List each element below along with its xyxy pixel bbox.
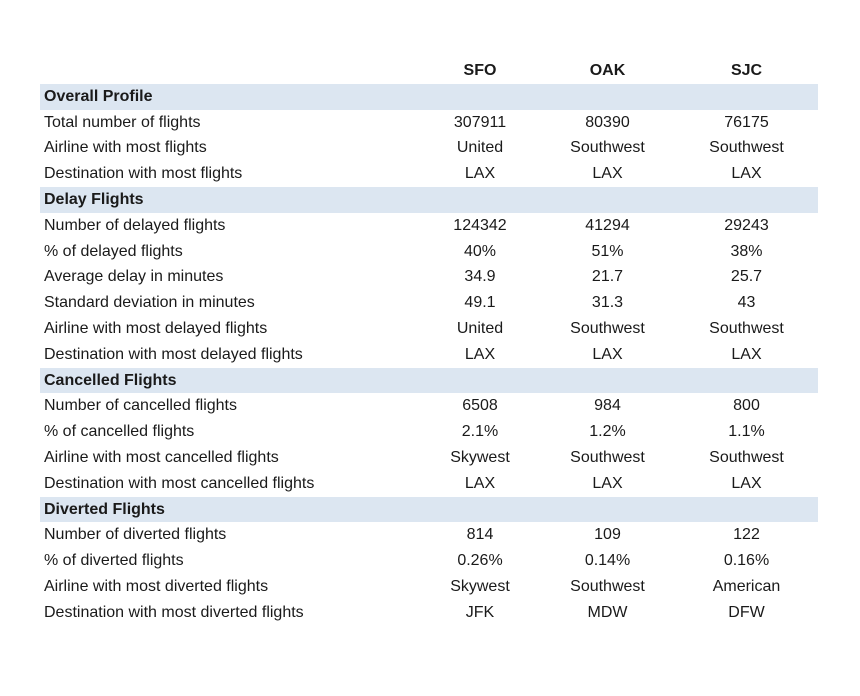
cell-sfo: 307911 bbox=[453, 113, 507, 131]
cell-oak: 109 bbox=[594, 526, 621, 544]
cell-oak: 80390 bbox=[585, 113, 630, 131]
table-row bbox=[40, 522, 818, 548]
cell-sfo: 6508 bbox=[462, 397, 498, 415]
cell-sfo: 34.9 bbox=[464, 268, 496, 286]
table-row bbox=[40, 600, 818, 626]
cell-oak: 31.3 bbox=[591, 294, 624, 312]
cell-sjc: 25.7 bbox=[730, 268, 763, 286]
section-title: Diverted Flights bbox=[40, 497, 818, 523]
row-label: Standard deviation in minutes bbox=[44, 294, 255, 312]
section-header-row bbox=[40, 497, 818, 523]
row-label: % of cancelled flights bbox=[44, 423, 195, 441]
table-row bbox=[40, 471, 818, 497]
cell-sfo: LAX bbox=[464, 345, 496, 363]
cell-oak: 984 bbox=[594, 397, 621, 415]
table-row bbox=[40, 161, 818, 187]
cell-sfo: United bbox=[456, 319, 504, 337]
cell-oak: 41294 bbox=[585, 216, 630, 234]
table-row bbox=[40, 342, 818, 368]
cell-sfo: 0.26% bbox=[457, 552, 503, 570]
cell-sjc: Southwest bbox=[709, 319, 784, 337]
cell-oak: 1.2% bbox=[589, 423, 626, 441]
row-label: Destination with most cancelled flights bbox=[44, 474, 315, 492]
table-body bbox=[40, 84, 818, 626]
cell-sfo: LAX bbox=[464, 165, 496, 183]
cell-sjc: DFW bbox=[728, 603, 765, 621]
row-label: Airline with most diverted flights bbox=[44, 577, 269, 595]
table-row bbox=[40, 110, 818, 136]
cell-sfo: 2.1% bbox=[461, 423, 499, 441]
column-header-sfo: SFO bbox=[400, 58, 570, 84]
airport-comparison-table bbox=[40, 58, 818, 626]
cell-sfo: Skywest bbox=[450, 448, 510, 466]
table-row bbox=[40, 290, 818, 316]
cell-oak: LAX bbox=[592, 165, 623, 183]
row-label: % of delayed flights bbox=[44, 242, 183, 260]
table-row bbox=[40, 574, 818, 600]
header-corner-cell bbox=[40, 58, 400, 84]
header-row bbox=[40, 58, 818, 84]
row-label: Destination with most delayed flights bbox=[44, 345, 303, 363]
cell-oak: Southwest bbox=[570, 319, 645, 337]
section-title: Overall Profile bbox=[40, 84, 818, 110]
table-row bbox=[40, 548, 818, 574]
cell-oak: Southwest bbox=[570, 577, 645, 595]
cell-sjc: LAX bbox=[731, 345, 762, 363]
table-row bbox=[40, 393, 818, 419]
table-row bbox=[40, 239, 818, 265]
cell-sjc: 29243 bbox=[724, 216, 769, 234]
cell-sjc: 800 bbox=[733, 397, 760, 415]
row-label: Total number of flights bbox=[44, 113, 201, 131]
row-label: Destination with most flights bbox=[44, 165, 243, 183]
column-header-sjc: SJC bbox=[695, 58, 818, 84]
cell-sfo: 124342 bbox=[453, 216, 507, 234]
cell-sjc: Southwest bbox=[709, 448, 784, 466]
cell-sfo: JFK bbox=[465, 603, 495, 621]
cell-sjc: 38% bbox=[730, 242, 763, 260]
cell-sjc: 122 bbox=[733, 526, 760, 544]
section-title: Delay Flights bbox=[40, 187, 818, 213]
column-header-oak: OAK bbox=[570, 58, 695, 84]
section-header-row bbox=[40, 84, 818, 110]
cell-oak: 21.7 bbox=[591, 268, 624, 286]
table-row bbox=[40, 135, 818, 161]
table-row bbox=[40, 445, 818, 471]
row-label: Airline with most delayed flights bbox=[44, 319, 268, 337]
airport-comparison-sheet bbox=[40, 58, 818, 626]
section-header-row bbox=[40, 368, 818, 394]
row-label: Number of diverted flights bbox=[44, 526, 227, 544]
row-label: Airline with most cancelled flights bbox=[44, 448, 279, 466]
row-label: Number of cancelled flights bbox=[44, 397, 237, 415]
table-row bbox=[40, 419, 818, 445]
cell-sfo: 814 bbox=[466, 526, 494, 544]
cell-sjc: 0.16% bbox=[723, 552, 770, 570]
cell-sjc: 43 bbox=[737, 294, 756, 312]
cell-sjc: 1.1% bbox=[728, 423, 765, 441]
cell-sjc: LAX bbox=[731, 165, 762, 183]
cell-oak: Southwest bbox=[570, 448, 645, 466]
row-label: Airline with most flights bbox=[44, 139, 207, 157]
cell-oak: 51% bbox=[591, 242, 624, 260]
cell-oak: LAX bbox=[592, 345, 623, 363]
cell-oak: MDW bbox=[587, 603, 628, 621]
row-label: Destination with most diverted flights bbox=[44, 603, 304, 621]
cell-sfo: Skywest bbox=[450, 577, 510, 595]
cell-sfo: LAX bbox=[464, 474, 496, 492]
cell-sfo: 40% bbox=[463, 242, 497, 260]
cell-sfo: United bbox=[456, 139, 504, 157]
section-title: Cancelled Flights bbox=[40, 368, 818, 394]
cell-oak: LAX bbox=[592, 474, 623, 492]
cell-sjc: Southwest bbox=[709, 139, 784, 157]
cell-sjc: LAX bbox=[731, 474, 762, 492]
table-row bbox=[40, 316, 818, 342]
row-label: % of diverted flights bbox=[44, 552, 184, 570]
cell-sjc: American bbox=[712, 577, 781, 595]
table-row bbox=[40, 213, 818, 239]
cell-sfo: 49.1 bbox=[464, 294, 496, 312]
table-row bbox=[40, 264, 818, 290]
row-label: Average delay in minutes bbox=[44, 268, 224, 286]
row-label: Number of delayed flights bbox=[44, 216, 226, 234]
cell-oak: Southwest bbox=[570, 139, 645, 157]
cell-oak: 0.14% bbox=[584, 552, 631, 570]
cell-sjc: 76175 bbox=[724, 113, 769, 131]
section-header-row bbox=[40, 187, 818, 213]
